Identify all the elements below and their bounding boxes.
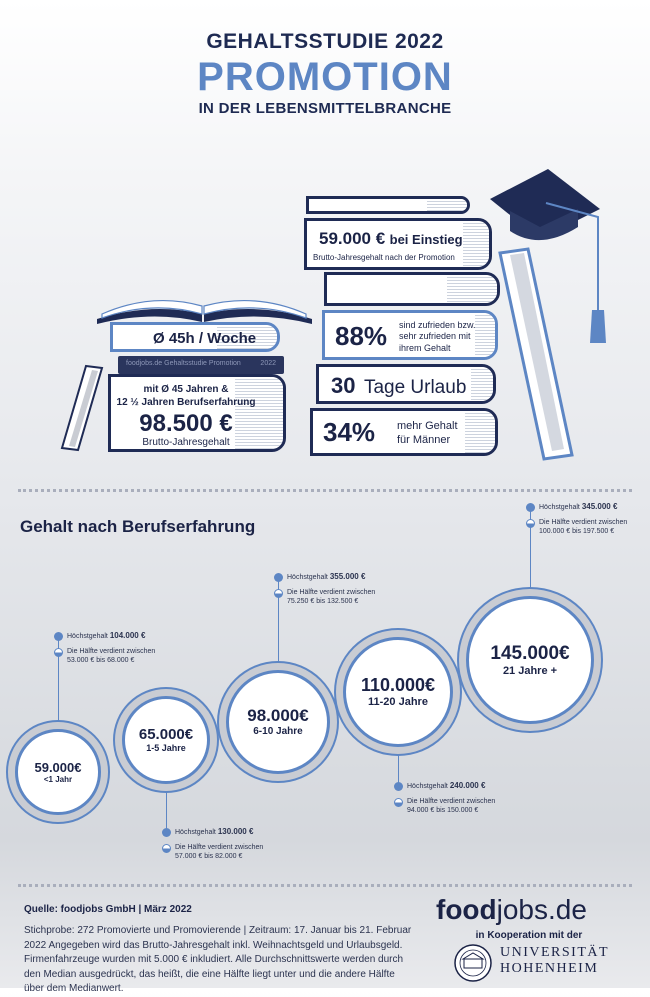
salary-bubble xyxy=(343,637,454,748)
median-range-label: Die Hälfte verdient zwischen xyxy=(407,798,496,805)
bubble-value: 98.000€ xyxy=(247,706,309,726)
max-salary-label: Höchstgehalt 104.000 € xyxy=(67,631,146,640)
max-salary-label: Höchstgehalt 355.000 € xyxy=(287,572,366,581)
connector-line xyxy=(398,747,399,786)
age-line-2: 12 ½ Jahren Berufserfahrung xyxy=(116,397,256,408)
bubble-experience: 1-5 Jahre xyxy=(146,743,186,754)
divider-bottom xyxy=(18,884,632,887)
source-line: Quelle: foodjobs GmbH | März 2022 xyxy=(24,904,192,915)
connector-line xyxy=(58,636,59,729)
gender-gap-text-2: für Männer xyxy=(397,434,451,447)
book-salary xyxy=(108,374,286,452)
book-vacation xyxy=(316,364,496,404)
half-dot xyxy=(526,519,535,528)
logo-jobs: jobs.de xyxy=(496,894,587,925)
bubble-value: 110.000€ xyxy=(360,675,436,696)
spine-text: foodjobs.de Gehaltsstudie Promotion xyxy=(126,360,241,367)
median-range-value: 75.250 € bis 132.500 € xyxy=(287,598,359,605)
bubble-experience: 6-10 Jahre xyxy=(253,726,303,738)
max-salary-label: Höchstgehalt 240.000 € xyxy=(407,781,486,790)
half-dot xyxy=(274,589,283,598)
spine-year: 2022 xyxy=(260,360,276,367)
book-spine xyxy=(118,356,284,374)
entry-salary-suffix: bei Einstieg xyxy=(389,232,463,247)
entry-salary-value: 59.000 € xyxy=(319,229,386,248)
max-salary-label: Höchstgehalt 130.000 € xyxy=(175,827,254,836)
entry-salary-caption: Brutto-Jahresgehalt nach der Promotion xyxy=(313,253,455,262)
median-range-label: Die Hälfte verdient zwischen xyxy=(287,589,376,596)
methodology-note: Stichprobe: 272 Promovierte und Promovierende | Zeitraum: 17. Januar bis 21. Februar 2022 Angegeben wird das Brutto-Jahresgehalt inkl. Weihnachtsgeld und Urlaubsgeld. Firmenfahrzeuge wurden mit 5.000 € inkludiert. Alle Durchschnittswerte werden durch den Median ausgedrückt, das heißt, die eine Hälfte liegt unter und die andere Hälfte über dem Medianwert. xyxy=(24,925,412,994)
book-gender-gap xyxy=(310,408,498,456)
title-promotion: PROMOTION xyxy=(197,55,453,99)
median-range-value: 94.000 € bis 150.000 € xyxy=(407,807,479,814)
book-hours xyxy=(110,322,280,352)
satisfaction-text-3: ihrem Gehalt xyxy=(399,342,451,353)
bubble-experience: 21 Jahre + xyxy=(502,665,558,677)
salary-bubble xyxy=(122,696,210,784)
book-satisfaction xyxy=(322,310,498,360)
uni-name-1: UNIVERSITÄT xyxy=(500,945,610,960)
max-dot xyxy=(54,632,63,641)
foodjobs-logo xyxy=(436,894,636,926)
title-line-3: IN DER LEBENSMITTELBRANCHE xyxy=(198,100,452,117)
median-range-label: Die Hälfte verdient zwischen xyxy=(67,648,156,655)
divider-top xyxy=(18,489,632,492)
salary-bubble xyxy=(226,670,331,775)
title-line-1: GEHALTSSTUDIE 2022 xyxy=(206,30,444,53)
max-dot xyxy=(162,828,171,837)
uni-name-2: HOHENHEIM xyxy=(500,961,599,977)
median-range-value: 100.000 € bis 197.500 € xyxy=(539,528,615,535)
bubble-value: 59.000€ xyxy=(34,759,82,775)
half-dot xyxy=(394,798,403,807)
median-range-value: 57.000 € bis 82.000 € xyxy=(175,853,243,860)
graduation-cap-icon xyxy=(486,165,606,465)
satisfaction-text-2: sehr zufrieden mit xyxy=(399,331,471,342)
max-salary-value: 104.000 € xyxy=(109,631,146,640)
half-dot xyxy=(162,844,171,853)
max-dot xyxy=(274,573,283,582)
hours-label: Ø 45h / Woche xyxy=(153,330,257,347)
gender-gap-value: 34% xyxy=(323,417,376,447)
bubble-experience: 11-20 Jahre xyxy=(368,696,428,709)
bubble-value: 145.000€ xyxy=(490,643,570,664)
vacation-text: Tage Urlaub xyxy=(363,377,467,398)
median-range-label: Die Hälfte verdient zwischen xyxy=(175,844,264,851)
satisfaction-text-1: sind zufrieden bzw. xyxy=(399,320,476,330)
avg-salary: 98.500 € xyxy=(139,410,233,437)
avg-salary-caption: Brutto-Jahresgehalt xyxy=(142,437,230,448)
book-empty xyxy=(324,272,500,306)
age-line-1: mit Ø 45 Jahren & xyxy=(143,384,229,395)
max-salary-value: 130.000 € xyxy=(217,827,254,836)
connector-line xyxy=(530,507,531,596)
max-salary-value: 345.000 € xyxy=(581,502,618,511)
satisfaction-value: 88% xyxy=(335,321,388,351)
salary-bubble xyxy=(15,729,100,814)
bubble-experience: <1 Jahr xyxy=(43,774,73,784)
connector-line xyxy=(278,577,279,670)
open-book-icon xyxy=(92,284,317,324)
max-dot xyxy=(526,503,535,512)
book-top xyxy=(306,196,470,214)
max-dot xyxy=(394,782,403,791)
cooperation-text: in Kooperation mit der xyxy=(475,930,583,941)
connector-line xyxy=(166,784,167,832)
median-range-label: Die Hälfte verdient zwischen xyxy=(539,519,628,526)
bubble-value: 65.000€ xyxy=(138,726,194,744)
salary-bubble xyxy=(466,596,594,724)
book-entry-salary xyxy=(304,218,492,270)
half-dot xyxy=(54,648,63,657)
university-seal-icon xyxy=(452,943,494,983)
leaning-book-icon xyxy=(58,362,108,454)
max-salary-label: Höchstgehalt 345.000 € xyxy=(539,502,618,511)
chart-title: Gehalt nach Berufserfahrung xyxy=(20,517,256,536)
max-salary-value: 240.000 € xyxy=(449,781,486,790)
vacation-days: 30 xyxy=(331,373,356,398)
logo-food: food xyxy=(436,894,497,925)
gender-gap-text-1: mehr Gehalt xyxy=(397,420,458,432)
median-range-value: 53.000 € bis 68.000 € xyxy=(67,657,135,664)
max-salary-value: 355.000 € xyxy=(329,572,366,581)
